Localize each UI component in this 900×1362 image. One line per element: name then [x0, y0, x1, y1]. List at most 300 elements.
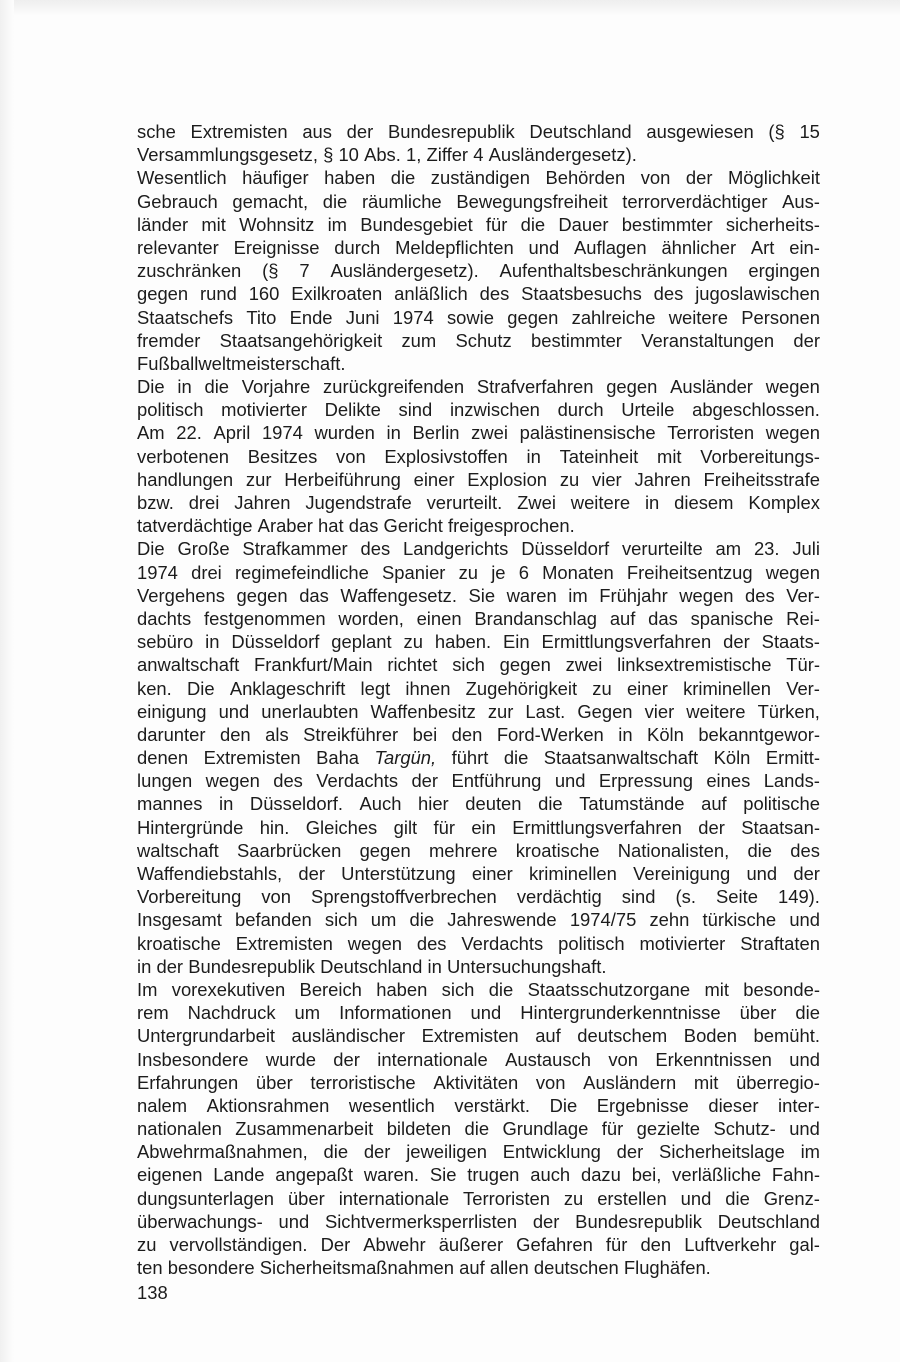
word: Köln	[647, 723, 684, 745]
text-line	[137, 769, 820, 792]
word: sowie	[446, 306, 494, 328]
word: Last.	[525, 700, 566, 722]
word: des	[790, 839, 820, 861]
word: nationalen	[137, 1118, 222, 1140]
word: Ausländer	[670, 376, 753, 398]
word: Bundesrepublik	[575, 1210, 702, 1232]
word: gegen	[137, 283, 189, 305]
word: einer	[413, 468, 455, 490]
word: Personen	[741, 306, 820, 328]
word: des	[360, 538, 391, 560]
word: mannes	[137, 793, 203, 815]
word: handlungen	[137, 468, 234, 490]
word: Schutz-	[713, 1118, 776, 1140]
text-line	[137, 885, 820, 908]
word: von	[535, 1071, 566, 1093]
word: Dauer	[558, 213, 609, 235]
word: Straftaten	[740, 932, 820, 954]
word: weitere	[686, 700, 746, 722]
word: der	[346, 121, 374, 142]
word: Freiheitsstrafe	[703, 468, 820, 490]
word: ergingen	[748, 260, 820, 282]
text-line	[137, 677, 820, 700]
word: Berlin	[412, 422, 460, 444]
word: häufiger	[242, 167, 309, 189]
word: rem	[137, 1002, 169, 1024]
word: Abwehrmaßnahmen,	[137, 1141, 308, 1163]
text-line	[137, 816, 820, 839]
word: der	[685, 167, 713, 189]
word: richtet	[387, 654, 438, 676]
word: Große	[177, 538, 230, 560]
word: Ausländergesetz).	[488, 144, 637, 166]
text-line	[137, 306, 820, 329]
word: des	[416, 932, 447, 954]
word: 1974	[261, 422, 303, 444]
word: Hintergründe	[137, 816, 244, 838]
word: sicherheits-	[725, 213, 820, 235]
word: 15	[799, 121, 820, 142]
word: Extremisten	[190, 121, 288, 142]
word: Wesentlich	[137, 167, 227, 189]
word: Ein	[503, 631, 530, 653]
word: Grenz-	[763, 1187, 820, 1209]
word: Abwehr	[363, 1234, 426, 1255]
text-line	[137, 375, 820, 398]
word: Aufenthaltsbeschränkungen	[499, 260, 728, 282]
word: und	[789, 1048, 820, 1070]
word: Strafkammer	[242, 538, 348, 560]
word: und	[746, 863, 778, 884]
word: Jugendstrafe	[305, 492, 412, 513]
word: Untersuchungshaft.	[446, 955, 607, 977]
word: Gericht	[383, 515, 443, 537]
word: Staatsan-	[741, 816, 820, 838]
word: vier	[592, 468, 622, 490]
body-text	[137, 120, 820, 1279]
text-line	[137, 537, 820, 560]
word: Köln	[713, 747, 751, 769]
word: Landgerichts	[403, 538, 509, 560]
text-line	[137, 1256, 820, 1279]
word: Gleiches	[305, 816, 378, 838]
word: Aus-	[782, 190, 820, 212]
word: terrorverdächtiger	[622, 190, 768, 212]
word: Hintergrunderkenntnisse	[520, 1002, 721, 1024]
word: zahlreiche	[571, 306, 656, 328]
word: von	[608, 1048, 638, 1070]
word: Sprengstoffverbrechen	[311, 886, 497, 908]
word: wegen	[347, 932, 402, 954]
word: §	[323, 144, 334, 166]
word: Möglichkeit	[727, 167, 820, 189]
word: der	[156, 955, 184, 977]
text-line	[137, 700, 820, 723]
word: Erpressung	[598, 770, 693, 792]
word: für	[601, 1118, 624, 1140]
word: Auflagen	[574, 236, 647, 258]
word: das	[648, 607, 678, 629]
word: in	[137, 955, 152, 977]
word: rund	[200, 283, 237, 305]
word: führt	[451, 747, 489, 769]
word: des	[479, 283, 510, 305]
word: um	[294, 1002, 321, 1024]
word: verurteilt.	[426, 492, 503, 513]
word: Düsseldorf.	[249, 793, 343, 815]
word: Jahren	[634, 468, 691, 490]
word: geplant	[331, 631, 392, 653]
word: Untergrundarbeit	[137, 1025, 276, 1047]
word: dieser	[708, 1094, 759, 1116]
word: Herbeiführung	[284, 468, 401, 490]
word: wurde	[265, 1048, 316, 1070]
word: bestimmter	[621, 213, 713, 235]
text-line	[137, 1094, 820, 1117]
word: Sicherheitsmaßnahmen	[259, 1257, 454, 1279]
word: zwei	[471, 422, 508, 444]
word: Aktionsrahmen	[206, 1094, 330, 1116]
word: inzwischen	[449, 399, 540, 421]
word: ihnen	[405, 677, 451, 699]
word: und	[528, 236, 560, 258]
word: relevanter	[137, 236, 219, 258]
word: mehrere	[428, 839, 498, 861]
word: waltschaft	[137, 839, 219, 861]
word: weitere	[570, 492, 631, 513]
word: Terroristen	[463, 1187, 550, 1209]
text-line	[137, 955, 820, 978]
word: gegen	[236, 584, 288, 606]
text-line	[137, 1071, 820, 1094]
word: die	[390, 167, 416, 189]
text-line	[137, 236, 820, 259]
word: und	[218, 700, 250, 722]
word: und	[680, 1187, 712, 1209]
page-number: 138	[137, 1282, 168, 1303]
word: von	[261, 886, 291, 908]
word: Veranstaltungen	[641, 329, 775, 351]
word: Düsseldorf	[521, 538, 610, 560]
word: anwaltschaft	[137, 654, 240, 676]
word: Spanier	[382, 561, 446, 583]
word: Fußballweltmeisterschaft.	[137, 352, 346, 374]
word: Art	[750, 236, 775, 258]
word: verbotenen	[137, 445, 230, 467]
word: Seite	[716, 886, 758, 908]
word: Düsseldorf	[231, 631, 320, 653]
word: und	[470, 1002, 502, 1024]
word: wegen	[765, 561, 820, 583]
word: darunter	[137, 723, 206, 745]
word: in	[177, 376, 192, 398]
word: freigesprochen.	[447, 515, 575, 537]
word: politisch	[137, 399, 204, 421]
word: Insgesamt	[137, 909, 222, 931]
word: Baha	[316, 747, 360, 769]
word: einigung	[137, 700, 207, 722]
word: 1,	[406, 144, 422, 166]
text-line	[137, 1163, 820, 1186]
scan-shadow-left	[0, 0, 14, 1362]
word: verstärkt.	[454, 1094, 530, 1116]
word: um	[370, 909, 397, 931]
word: in	[618, 723, 633, 745]
word: die	[520, 213, 546, 235]
word: zwei	[565, 654, 603, 676]
word: deutschen	[533, 1257, 619, 1279]
text-line	[137, 839, 820, 862]
text-line	[137, 1117, 820, 1140]
word: wurden	[314, 422, 375, 444]
word: Gefahren	[516, 1234, 593, 1255]
word: gegen	[606, 376, 658, 398]
word: zu	[403, 631, 423, 653]
text-line	[137, 1048, 820, 1071]
word: überwachungs-	[137, 1210, 263, 1232]
word: Sicherheitslage	[659, 1141, 785, 1163]
scan-shadow-top	[0, 0, 900, 16]
word: spanische	[690, 607, 774, 629]
word: haben.	[434, 631, 492, 653]
word: waren.	[363, 1164, 420, 1186]
word: linksextremistische	[617, 654, 772, 676]
word: kroatische	[137, 932, 221, 954]
word: Extremisten	[421, 1025, 519, 1047]
word: denen	[137, 747, 189, 769]
word: ein	[471, 816, 496, 838]
word: mit	[693, 1071, 719, 1093]
word: terroristische	[310, 1071, 416, 1093]
word: als	[265, 723, 289, 745]
word: des	[273, 770, 303, 792]
word: die	[322, 190, 348, 212]
word: festgenommen	[203, 607, 326, 629]
word: fremder	[137, 329, 201, 351]
word: auf	[701, 793, 727, 815]
word: 7	[299, 260, 310, 282]
word: verläßliche	[672, 1164, 762, 1186]
text-line	[137, 514, 820, 537]
word: Lande	[213, 1164, 265, 1186]
word: motivierter	[639, 932, 726, 954]
word: die	[488, 978, 514, 1000]
word: bei,	[631, 1164, 662, 1186]
word: Verdachts	[461, 932, 544, 954]
word: allen	[489, 1257, 529, 1279]
word: Bundesrepublik	[387, 121, 515, 142]
word: Ermittlungsverfahren	[541, 631, 712, 653]
word: internationale	[377, 1048, 488, 1070]
word: der	[298, 863, 325, 884]
word: je	[491, 561, 506, 583]
word: gezielte	[636, 1118, 701, 1140]
word: 23.	[753, 538, 780, 560]
word: Bereich	[299, 978, 362, 1000]
word: Staatschefs	[137, 306, 234, 328]
text-line	[137, 746, 820, 769]
word: Vorjahre	[241, 376, 311, 398]
word: Vorbereitung	[137, 886, 242, 908]
word: motivierter	[221, 399, 307, 421]
word: und	[789, 909, 820, 931]
word: gegen	[499, 654, 551, 676]
text-line	[137, 468, 820, 491]
word: hin.	[259, 816, 290, 838]
word: in	[205, 631, 220, 653]
word: mit	[704, 978, 729, 1000]
word: Tür-	[786, 654, 820, 676]
word: Ermittlungsverfahren	[512, 816, 682, 838]
word: das	[299, 584, 329, 606]
text-line	[137, 329, 820, 352]
word: kriminellen	[683, 677, 771, 699]
word: zu	[559, 468, 580, 490]
word: Deutschland	[529, 121, 632, 142]
word: 1974	[392, 306, 434, 328]
word: für	[433, 816, 455, 838]
word: das	[348, 515, 379, 537]
word: Der	[320, 1234, 351, 1255]
word: Ver-	[786, 677, 820, 699]
word: Brandanschlag	[474, 607, 598, 629]
word: dazu	[580, 1164, 621, 1186]
word: Die	[549, 1094, 578, 1116]
word: Im	[137, 978, 158, 1000]
word: wegen	[765, 376, 820, 398]
text-line	[137, 190, 820, 213]
word: worden,	[338, 607, 404, 629]
word: Staatsangehörigkeit	[219, 329, 383, 351]
word: der	[363, 1141, 391, 1163]
word: in	[219, 793, 234, 815]
word: in	[526, 445, 541, 467]
word: anläßlich	[394, 283, 468, 305]
text-line	[137, 166, 820, 189]
word: auch	[530, 1164, 571, 1186]
word: Sichtvermerksperrlisten	[324, 1210, 518, 1232]
word: im	[327, 213, 347, 235]
word: 10	[338, 144, 359, 166]
word: der	[793, 329, 820, 351]
word: Boden	[683, 1025, 737, 1047]
word: drei	[188, 492, 220, 513]
word: die	[795, 1002, 820, 1024]
word: Ver-	[786, 584, 820, 606]
word: ähnlicher	[661, 236, 737, 258]
text-line	[137, 282, 820, 305]
word: Gebrauch	[137, 190, 218, 212]
word: bemüht.	[753, 1025, 820, 1047]
word: Besitzes	[247, 445, 318, 467]
word: einer	[626, 677, 668, 699]
word: Ende	[289, 306, 333, 328]
word: Die	[137, 376, 165, 398]
text-line	[137, 445, 820, 468]
word: waren	[506, 584, 557, 606]
word: für	[485, 213, 508, 235]
word: über	[739, 1002, 777, 1024]
word: Monaten	[542, 561, 614, 583]
word: Versammlungsgesetz,	[137, 144, 318, 166]
word: Sie	[429, 1164, 457, 1186]
word: Entführung	[451, 770, 542, 792]
word: mit	[657, 445, 682, 467]
word: Aktivitäten	[433, 1071, 519, 1093]
text-line	[137, 1233, 820, 1256]
word: im	[800, 1141, 820, 1163]
word: der	[616, 1141, 644, 1163]
word: der	[333, 1048, 360, 1070]
word: von	[640, 167, 671, 189]
word: den	[640, 1234, 672, 1255]
word: Tito	[246, 306, 277, 328]
text-line	[137, 259, 820, 282]
word: hat	[318, 515, 344, 537]
word: Türken,	[757, 700, 820, 722]
word: 149).	[777, 886, 820, 908]
word: Austausch	[505, 1048, 591, 1070]
word: Erkenntnissen	[655, 1048, 772, 1070]
word: zuständigen	[430, 167, 530, 189]
word: zur	[487, 700, 514, 722]
word: haben	[324, 167, 376, 189]
word: Meldepflichten	[395, 236, 514, 258]
word: vorexekutiven	[171, 978, 286, 1000]
word: angepaßt	[275, 1164, 353, 1186]
text-line	[137, 978, 820, 1001]
word: Behörden	[545, 167, 626, 189]
word: haben	[376, 978, 428, 1000]
word: Frankfurt/Main	[254, 654, 373, 676]
word: trugen	[467, 1164, 520, 1186]
word: 6	[518, 561, 529, 583]
word: ausländischer	[291, 1025, 406, 1047]
word: wegen	[205, 770, 260, 792]
word: sind	[621, 886, 656, 908]
word: verdächtig	[516, 886, 602, 908]
word: zu	[458, 561, 479, 583]
word: 4	[473, 144, 484, 166]
word: Ford-Werken	[496, 723, 604, 745]
word: und	[278, 1210, 310, 1232]
word: Ausländergesetz).	[330, 260, 479, 282]
word: gegen	[359, 839, 411, 861]
text-line	[137, 932, 820, 955]
word: diesem	[674, 492, 734, 513]
word: der	[532, 1210, 560, 1232]
word: wesentlich	[348, 1094, 435, 1116]
text-line	[137, 143, 820, 166]
word: Grundlage	[502, 1118, 589, 1140]
word: Freiheitsentzug	[626, 561, 753, 583]
word: zu	[137, 1234, 157, 1255]
word: Flughäfen.	[623, 1257, 711, 1279]
word: eigenen	[137, 1164, 203, 1186]
word: Schutz	[455, 329, 512, 351]
word: Zugehörigkeit	[465, 677, 578, 699]
text-line	[137, 1210, 820, 1233]
word: Exilkroaten	[291, 283, 383, 305]
word: (§	[262, 260, 279, 282]
word: legt	[360, 677, 391, 699]
word: ein-	[789, 236, 820, 258]
word: Zwei	[517, 492, 556, 513]
word: eines	[706, 770, 751, 792]
word: Terroristen	[667, 422, 755, 444]
word: zehn	[649, 909, 690, 931]
word: einer	[471, 863, 513, 884]
